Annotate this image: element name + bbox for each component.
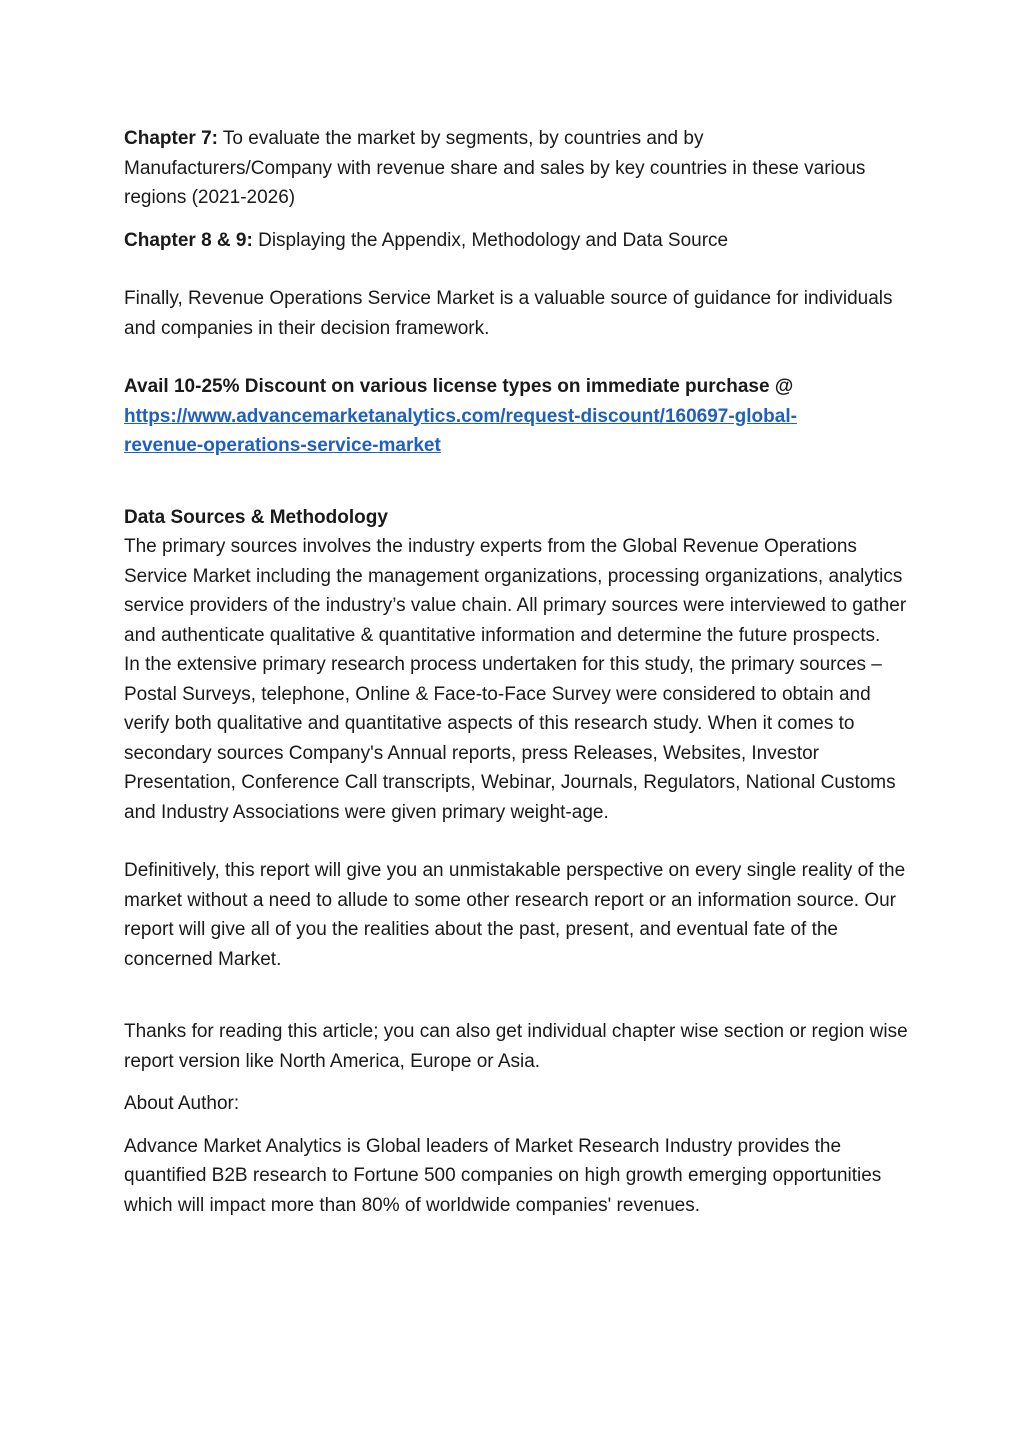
data-sources-heading: Data Sources & Methodology: [124, 506, 388, 528]
discount-link-paragraph: [124, 402, 914, 461]
data-sources-para1: The primary sources involves the industry experts from the Global Revenue Operations Service Market including the management organizations, processing organizations, analytics service providers of the industry’s value chain. All primary sources were interviewed to gather and authenticate qualitative & quantitative information and determine the future prospects.: [124, 536, 907, 646]
discount-link[interactable]: [124, 406, 797, 457]
finally-paragraph: Finally, Revenue Operations Service Market is a valuable source of guidance for individuals and companies in their decision framework.: [124, 288, 893, 339]
definitively-paragraph: Definitively, this report will give you an unmistakable perspective on every single reality of the market without a need to allude to some other research report or an information source. Our report will give all of you the realities about the past, present, and eventual fate of the concerned Market.: [124, 860, 906, 970]
thanks-paragraph: Thanks for reading this article; you can also get individual chapter wise section or region wise report version like North America, Europe or Asia.: [124, 1021, 908, 1072]
document-page: [124, 124, 914, 1220]
chapter7-text: To evaluate the market by segments, by countries and by Manufacturers/Company with revenue share and sales by key countries in these various regions (2021-2026): [124, 128, 866, 208]
discount-heading: Avail 10-25% Discount on various license types on immediate purchase @: [124, 376, 794, 397]
about-paragraph: Advance Market Analytics is Global leaders of Market Research Industry provides the quantified B2B research to Fortune 500 companies on high growth emerging opportunities which will impact more than 80% of worldwide companies' revenues.: [124, 1135, 882, 1216]
discount-link-line2: revenue-operations-service-market: [124, 435, 441, 456]
chapter89-paragraph: [124, 226, 914, 256]
chapter89-text: Displaying the Appendix, Methodology and Data Source: [252, 229, 729, 251]
chapter7-label: Chapter 7:: [124, 128, 218, 149]
discount-link-line1: https://www.advancemarketanalytics.com/request-discount/160697-global-: [124, 405, 797, 427]
data-sources-para2: In the extensive primary research process undertaken for this study, the primary sources – Postal Surveys, telephone, Online & Face-to-Face Survey were considered to obtain and verify both qualitative and quantitative aspects of this research study. When it comes to secondary sources Company's Annual reports, press Releases, Websites, Investor Presentation, Conference Call transcripts, Webinar, Journals, Regulators, National Customs and Industry Associations were given primary weight-age.: [124, 654, 896, 823]
chapter89-label: Chapter 8 & 9:: [124, 229, 253, 251]
about-heading: About Author:: [124, 1093, 240, 1114]
chapter7-paragraph: [124, 124, 914, 213]
